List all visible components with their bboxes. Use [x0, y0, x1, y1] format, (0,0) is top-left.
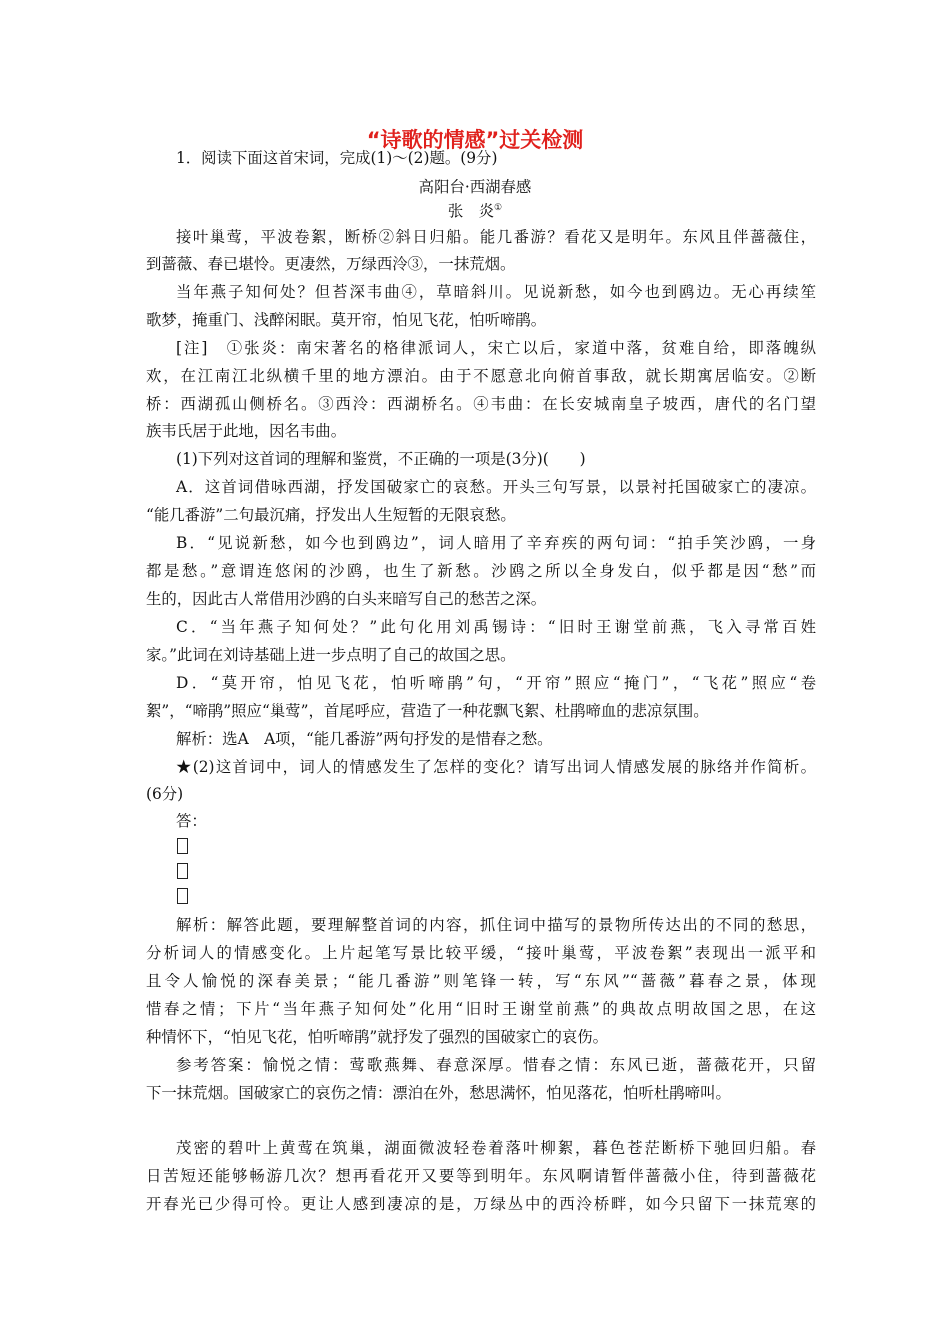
q1-option-c: C．“当年燕子知何处？”此句化用刘禹锡诗：“旧时王谢堂前燕，飞入寻常百姓 [176, 618, 816, 636]
answer-placeholder-box [177, 863, 188, 879]
q1-option-d: D．“莫开帘，怕见飞花，怕听啼鹃”句，“开帘”照应“掩门”，“飞花”照应“卷 [176, 674, 816, 692]
author-name: 张 炎 [447, 202, 495, 220]
note-line: 族韦氏居于此地，因名韦曲。 [146, 422, 347, 440]
q2-analysis-cont: 种情怀下，“怕见飞花，怕听啼鹃”就抒发了强烈的国破家亡的哀伤。 [146, 1028, 609, 1046]
q1-option-b: B．“见说新愁，如今也到鸥边”，词人暗用了辛弃疾的两句词：“拍手笑沙鸥，一身 [176, 534, 816, 552]
q1-option-c-cont: 家。”此词在刘诗基础上进一步点明了自己的故国之思。 [146, 646, 516, 664]
q2-analysis: 解析：解答此题，要理解整首词的内容，抓住词中描写的景物所传达出的不同的愁思， [176, 916, 816, 934]
poem-stanza1-line1: 接叶巢莺，平波卷絮，断桥②斜日归船。能几番游？看花又是明年。东风且伴蔷薇住， [176, 228, 816, 246]
q1-stem: (1)下列对这首词的理解和鉴赏，不正确的一项是(3分)( ) [176, 450, 586, 468]
translation-line: 茂密的碧叶上黄莺在筑巢，湖面微波轻卷着落叶柳絮，暮色苍茫断桥下驰回归船。春 [176, 1139, 816, 1157]
note-line: 欢，在江南江北纵横千里的地方漂泊。由于不愿意北向俯首事敌，就长期寓居临安。②断 [146, 367, 816, 385]
q2-answer-label: 答： [176, 812, 207, 830]
page-title: “诗歌的情感”过关检测 [366, 128, 584, 152]
q1-analysis: 解析：选A A项，“能几番游”两句抒发的是惜春之愁。 [176, 730, 553, 748]
author-note-mark: ① [494, 202, 503, 213]
q2-analysis-cont: 惜春之情；下片“当年燕子知何处”化用“旧时王谢堂前燕”的典故点明故国之思，在这 [146, 1000, 816, 1018]
poem-name: 高阳台·西湖春感 [418, 178, 532, 196]
note-line: [注] ①张炎：南宋著名的格律派词人，宋亡以后，家道中落，贫难自给，即落魄纵 [176, 339, 816, 357]
note-line: 桥：西湖孤山侧桥名。③西泠：西湖桥名。④韦曲：在长安城南皇子坡西，唐代的名门望 [146, 395, 816, 413]
q2-stem-cont: (6分) [146, 785, 184, 803]
q2-analysis-cont: 且令人愉悦的深春美景；“能几番游”则笔锋一转，写“东风”“蔷薇”暮春之景，体现 [146, 972, 816, 990]
question-intro: 1．阅读下面这首宋词，完成(1)～(2)题。(9分) [176, 149, 498, 167]
q2-analysis-cont: 分析词人的情感变化。上片起笔写景比较平缓，“接叶巢莺，平波卷絮”表现出一派平和 [146, 944, 816, 962]
q1-option-a-cont: “能几番游”二句最沉痛，抒发出人生短暂的无限哀愁。 [146, 506, 516, 524]
translation-line: 开春光已少得可怜。更让人感到凄凉的是，万绿丛中的西泠桥畔，如今只留下一抹荒寒的 [146, 1195, 816, 1213]
q1-option-b-cont: 都是愁。”意谓连悠闲的沙鸥，也生了新愁。沙鸥之所以全身发白，似乎都是因“愁”而 [146, 562, 816, 580]
q2-reference-answer: 参考答案：愉悦之情：莺歌燕舞、春意深厚。惜春之情：东风已逝，蔷薇花开，只留 [176, 1056, 816, 1074]
translation-line: 日苦短还能够畅游几次？想再看花开又要等到明年。东风啊请暂伴蔷薇小住，待到蔷薇花 [146, 1167, 816, 1185]
answer-placeholder-box [177, 838, 188, 854]
q1-option-d-cont: 絮”，“啼鹃”照应“巢莺”，首尾呼应，营造了一种花飘飞絮、杜鹃啼血的悲凉氛围。 [146, 702, 709, 720]
poem-author [0, 199, 950, 221]
poem-stanza2-line2: 歌梦，掩重门、浅醉闲眠。莫开帘，怕见飞花，怕听啼鹃。 [146, 311, 547, 329]
q1-option-a: A．这首词借咏西湖，抒发国破家亡的哀愁。开头三句写景，以景衬托国破家亡的凄凉。 [176, 478, 816, 496]
poem-stanza2-line1: 当年燕子知何处？但苔深韦曲④，草暗斜川。见说新愁，如今也到鸥边。无心再续笙 [176, 283, 816, 301]
q2-stem: ★(2)这首词中，词人的情感发生了怎样的变化？请写出词人情感发展的脉络并作简析。 [176, 758, 816, 776]
q1-option-b-cont: 生的，因此古人常借用沙鸥的白头来暗写自己的愁苦之深。 [146, 590, 547, 608]
poem-stanza1-line2: 到蔷薇、春已堪怜。更凄然，万绿西泠③，一抹荒烟。 [146, 255, 516, 273]
q2-reference-answer-cont: 下一抹荒烟。国破家亡的哀伤之情：漂泊在外，愁思满怀，怕见落花，怕听杜鹃啼叫。 [146, 1084, 731, 1102]
answer-placeholder-box [177, 888, 188, 904]
